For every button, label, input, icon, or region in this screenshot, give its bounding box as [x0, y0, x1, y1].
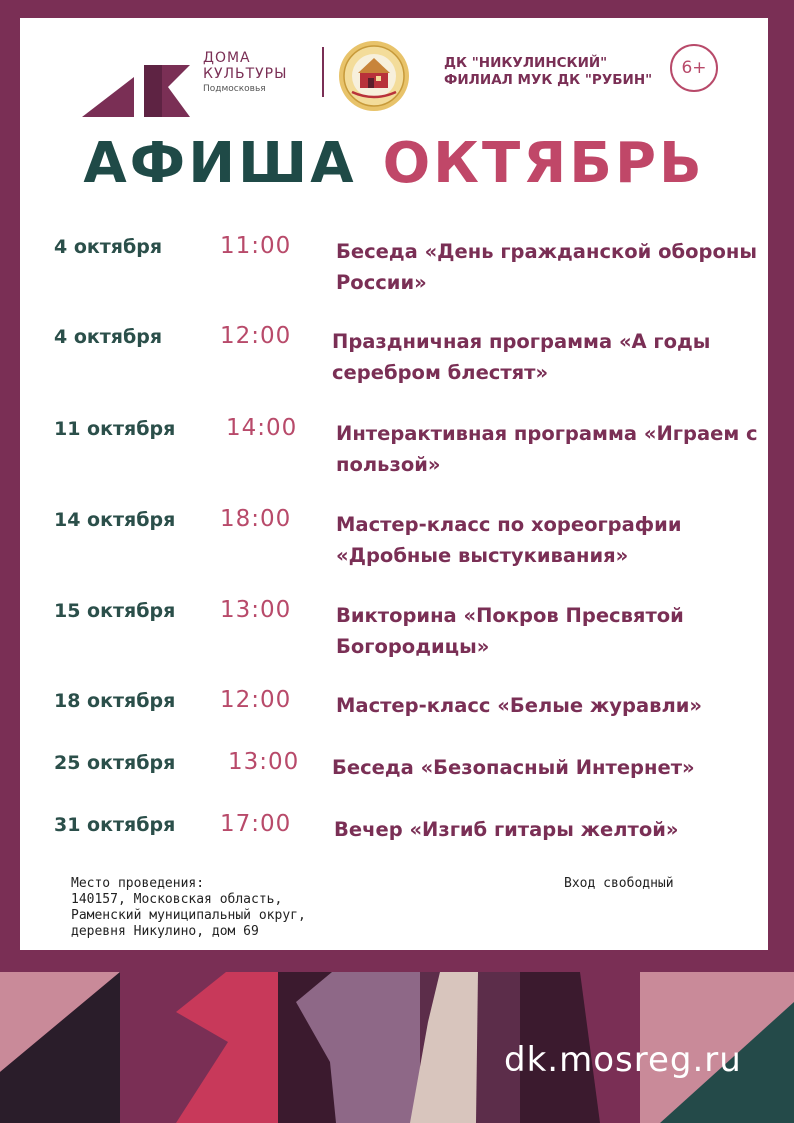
event-description: Мастер-класс «Белые журавли»: [336, 694, 703, 717]
event-description: Беседа «Безопасный Интернет»: [332, 756, 695, 779]
event-description: Беседа «День гражданской обороны России»: [336, 240, 757, 294]
title-word-afisha: АФИША: [83, 131, 357, 196]
event-description: Интерактивная программа «Играем с пользой»: [336, 422, 758, 476]
event-description: Викторина «Покров Пресвятой Богородицы»: [336, 604, 684, 658]
event-date: 11 октября: [54, 418, 176, 440]
event-description: Праздничная программа «А годы серебром блестят»: [332, 330, 711, 384]
brand-line1: ДОМА: [203, 50, 251, 66]
event-date: 14 октября: [54, 509, 176, 531]
event-time: 14:00: [226, 415, 298, 441]
event-time: 18:00: [220, 506, 292, 532]
venue-label: Место проведения:: [71, 876, 205, 891]
brand-line2: КУЛЬТУРЫ: [203, 66, 288, 82]
age-rating-badge: 6+: [670, 44, 718, 92]
entry-note: Вход свободный: [564, 876, 674, 891]
event-date: 4 октября: [54, 326, 163, 348]
event-date: 25 октября: [54, 752, 176, 774]
venue-address: [71, 876, 306, 940]
website-link[interactable]: dk.mosreg.ru: [504, 1040, 742, 1080]
org-line1: ДК "НИКУЛИНСКИЙ": [444, 55, 608, 71]
event-description: Вечер «Изгиб гитары желтой»: [334, 818, 679, 841]
dk-logo-icon: [82, 47, 192, 117]
organization-name: [444, 55, 652, 89]
event-time: 12:00: [220, 687, 292, 713]
event-description: Мастер-класс по хореографии «Дробные выстукивания»: [336, 513, 682, 567]
emblem-icon: [338, 40, 410, 112]
event-time: 13:00: [220, 597, 292, 623]
event-time: 12:00: [220, 323, 292, 349]
org-line2: ФИЛИАЛ МУК ДК "РУБИН": [444, 72, 653, 88]
event-date: 15 октября: [54, 600, 176, 622]
event-time: 11:00: [220, 233, 292, 259]
address-line: деревня Никулино, дом 69: [71, 924, 259, 939]
event-date: 31 октября: [54, 814, 176, 836]
event-time: 17:00: [220, 811, 292, 837]
event-date: 18 октября: [54, 690, 176, 712]
title-word-month: ОКТЯБРЬ: [382, 131, 705, 196]
address-line: 140157, Московская область,: [71, 892, 283, 907]
event-time: 13:00: [228, 749, 300, 775]
header-divider: [322, 47, 324, 97]
poster-card: [20, 18, 768, 950]
event-date: 4 октября: [54, 236, 163, 258]
brand-line3: Подмосковья: [203, 84, 266, 94]
page-title: [20, 131, 768, 196]
address-line: Раменский муниципальный округ,: [71, 908, 306, 923]
brand-name: [203, 51, 287, 94]
